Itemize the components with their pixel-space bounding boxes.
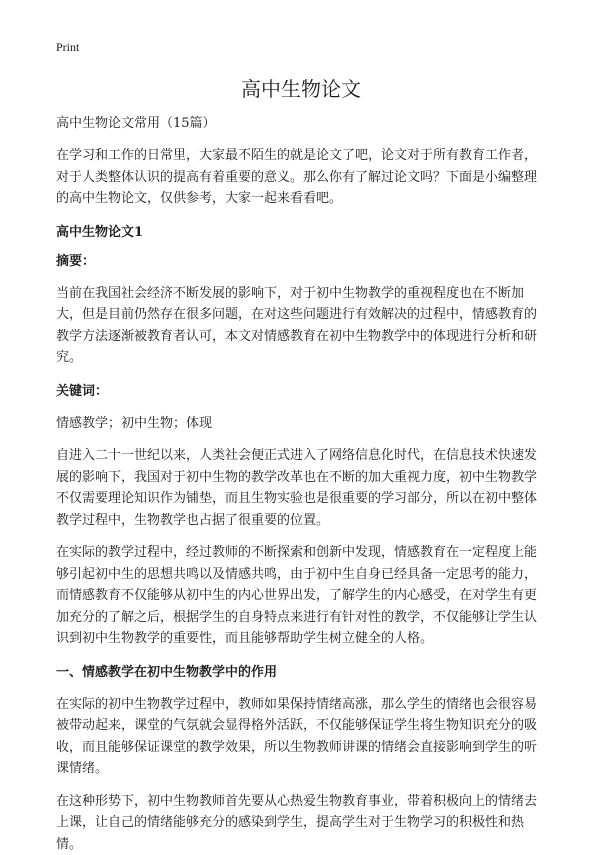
document-page: [56, 40, 546, 855]
keywords-heading: 关键词：: [56, 382, 546, 402]
intro-paragraph: 在学习和工作的日常里，大家最不陌生的就是论文了吧，论文对于所有教育工作者，对于人类整体认识的提高有着重要的意义。那么你有了解过论文吗？下面是小编整理的高中生物论文，仅供参考，大家一起来看看吧。: [56, 145, 546, 210]
abstract-paragraph: 当前在我国社会经济不断发展的影响下，对于初中生物教学的重视程度也在不断加大，但是目前仍然存在很多问题，在对这些问题进行有效解决的过程中，情感教育的教学方法逐渐被教育者认可，本文对情感教育在初中生物教学中的体现进行分析和研究。: [56, 283, 546, 369]
body-paragraph: 在实际的教学过程中，经过教师的不断探索和创新中发现，情感教育在一定程度上能够引起初中生的思想共鸣以及情感共鸣，由于初中生自身已经具备一定思考的能力，而情感教育不仅能够从初中生的内心世界出发，了解学生的内心感受，在对学生有更加充分的了解之后，根据学生的自身特点来进行有针对性的教学，不仅能够让学生认识到初中生物教学的重要性，而且能够帮助学生树立健全的人格。: [56, 542, 546, 650]
section-paragraph: 在实际的初中生物教学过程中，教师如果保持情绪高涨，那么学生的情绪也会很容易被带动起来，课堂的气氛就会显得格外活跃，不仅能够保证学生将生物知识充分的吸收，而且能够保证课堂的教学效果，所以生物教师讲课的情绪会直接影响到学生的听课情绪。: [56, 694, 546, 780]
section-heading: 一、情感教学在初中生物教学中的作用: [56, 663, 546, 683]
print-label: Print: [56, 40, 546, 54]
body-paragraph: 自进入二十一世纪以来，人类社会便正式进入了网络信息化时代，在信息技术快速发展的影响下，我国对于初中生物的教学改革也在不断的加大重视力度，初中生物教学不仅需要理论知识作为铺垫，而且生物实验也是很重要的学习部分，所以在初中整体教学过程中，生物教学也占据了很重要的位置。: [56, 445, 546, 531]
section-paragraph: 在这种形势下，初中生物教师首先要从心热爱生物教育事业，带着积极向上的情绪去上课，让自己的情绪能够充分的感染到学生，提高学生对于生物学习的积极性和热情。: [56, 791, 546, 855]
document-subtitle: 高中生物论文常用（15篇）: [56, 114, 546, 134]
abstract-heading: 摘要：: [56, 252, 546, 272]
essay-title: 高中生物论文1: [56, 223, 546, 243]
document-title: 高中生物论文: [56, 76, 546, 102]
keywords-paragraph: 情感教学；初中生物；体现: [56, 413, 546, 435]
